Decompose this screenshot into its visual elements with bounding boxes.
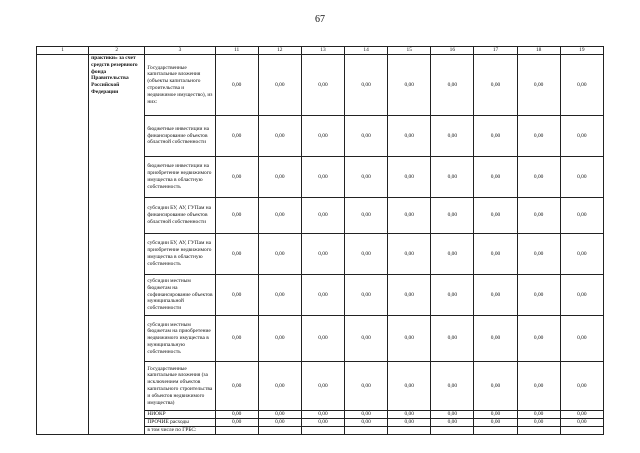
value-cell: 0,00 bbox=[517, 198, 560, 234]
column-header: 11 bbox=[215, 47, 258, 55]
value-cell: 0,00 bbox=[258, 419, 301, 427]
value-cell bbox=[474, 427, 517, 435]
row-label: НИОКР bbox=[145, 411, 215, 419]
value-cell: 0,00 bbox=[215, 157, 258, 198]
value-cell: 0,00 bbox=[517, 362, 560, 411]
value-cell: 0,00 bbox=[301, 198, 344, 234]
value-cell: 0,00 bbox=[301, 316, 344, 362]
value-cell: 0,00 bbox=[301, 55, 344, 116]
value-cell: 0,00 bbox=[431, 198, 474, 234]
value-cell: 0,00 bbox=[388, 198, 431, 234]
value-cell: 0,00 bbox=[560, 316, 603, 362]
value-cell: 0,00 bbox=[388, 116, 431, 157]
value-cell: 0,00 bbox=[431, 234, 474, 275]
value-cell: 0,00 bbox=[301, 234, 344, 275]
value-cell: 0,00 bbox=[560, 411, 603, 419]
column-header: 3 bbox=[145, 47, 215, 55]
value-cell: 0,00 bbox=[301, 157, 344, 198]
value-cell: 0,00 bbox=[560, 419, 603, 427]
value-cell bbox=[560, 427, 603, 435]
value-cell: 0,00 bbox=[474, 55, 517, 116]
column-header: 13 bbox=[301, 47, 344, 55]
value-cell: 0,00 bbox=[474, 316, 517, 362]
value-cell: 0,00 bbox=[517, 419, 560, 427]
value-cell: 0,00 bbox=[345, 55, 388, 116]
budget-table bbox=[36, 46, 604, 435]
column-header: 16 bbox=[431, 47, 474, 55]
value-cell: 0,00 bbox=[258, 55, 301, 116]
value-cell: 0,00 bbox=[345, 157, 388, 198]
value-cell: 0,00 bbox=[388, 316, 431, 362]
value-cell bbox=[517, 427, 560, 435]
value-cell: 0,00 bbox=[388, 411, 431, 419]
value-cell: 0,00 bbox=[301, 419, 344, 427]
column-header: 17 bbox=[474, 47, 517, 55]
value-cell bbox=[258, 427, 301, 435]
column-header: 1 bbox=[37, 47, 89, 55]
column-header: 18 bbox=[517, 47, 560, 55]
value-cell: 0,00 bbox=[345, 362, 388, 411]
value-cell: 0,00 bbox=[258, 157, 301, 198]
value-cell: 0,00 bbox=[301, 275, 344, 316]
value-cell: 0,00 bbox=[474, 275, 517, 316]
value-cell: 0,00 bbox=[258, 316, 301, 362]
value-cell: 0,00 bbox=[474, 362, 517, 411]
row-label: субсидии местным бюджетам на приобретение недвижимого имущества в муниципальную собственность bbox=[145, 316, 215, 362]
column-header: 12 bbox=[258, 47, 301, 55]
value-cell: 0,00 bbox=[345, 234, 388, 275]
value-cell: 0,00 bbox=[517, 316, 560, 362]
value-cell: 0,00 bbox=[474, 198, 517, 234]
value-cell: 0,00 bbox=[258, 116, 301, 157]
value-cell: 0,00 bbox=[560, 362, 603, 411]
value-cell: 0,00 bbox=[345, 411, 388, 419]
value-cell bbox=[431, 427, 474, 435]
column-header: 19 bbox=[560, 47, 603, 55]
value-cell: 0,00 bbox=[388, 234, 431, 275]
value-cell: 0,00 bbox=[215, 198, 258, 234]
page-number: 67 bbox=[315, 14, 325, 25]
value-cell: 0,00 bbox=[258, 411, 301, 419]
value-cell: 0,00 bbox=[474, 234, 517, 275]
value-cell: 0,00 bbox=[388, 362, 431, 411]
value-cell: 0,00 bbox=[215, 411, 258, 419]
value-cell: 0,00 bbox=[258, 275, 301, 316]
value-cell: 0,00 bbox=[345, 198, 388, 234]
header-row bbox=[37, 47, 604, 55]
value-cell: 0,00 bbox=[474, 157, 517, 198]
value-cell: 0,00 bbox=[215, 419, 258, 427]
value-cell: 0,00 bbox=[345, 116, 388, 157]
value-cell: 0,00 bbox=[431, 411, 474, 419]
value-cell: 0,00 bbox=[388, 419, 431, 427]
row-label: ПРОЧИЕ расходы bbox=[145, 419, 215, 427]
value-cell: 0,00 bbox=[215, 234, 258, 275]
value-cell: 0,00 bbox=[517, 275, 560, 316]
column-header: 2 bbox=[89, 47, 145, 55]
value-cell: 0,00 bbox=[560, 55, 603, 116]
row-label: Государственные капитальные вложения (за исключением объектов капитального строительства и объектов недвижимого имущества) bbox=[145, 362, 215, 411]
row-label: бюджетные инвестиции на приобретение недвижимого имущества в областную собственность bbox=[145, 157, 215, 198]
value-cell: 0,00 bbox=[560, 275, 603, 316]
value-cell: 0,00 bbox=[517, 157, 560, 198]
value-cell: 0,00 bbox=[431, 362, 474, 411]
value-cell: 0,00 bbox=[215, 116, 258, 157]
value-cell: 0,00 bbox=[258, 362, 301, 411]
value-cell: 0,00 bbox=[474, 419, 517, 427]
row-label: субсидии БУ, АУ, ГУПам на финансирование объектов областной собственности bbox=[145, 198, 215, 234]
value-cell: 0,00 bbox=[474, 116, 517, 157]
table-row bbox=[37, 55, 604, 116]
value-cell: 0,00 bbox=[258, 198, 301, 234]
value-cell: 0,00 bbox=[431, 157, 474, 198]
value-cell bbox=[345, 427, 388, 435]
value-cell: 0,00 bbox=[431, 116, 474, 157]
value-cell: 0,00 bbox=[345, 316, 388, 362]
row-label: субсидии БУ, АУ, ГУПам на приобретение недвижимого имущества в областную собственность bbox=[145, 234, 215, 275]
row-label: в том числе по ГРБС: bbox=[145, 427, 215, 435]
value-cell: 0,00 bbox=[301, 411, 344, 419]
value-cell: 0,00 bbox=[560, 234, 603, 275]
value-cell: 0,00 bbox=[301, 362, 344, 411]
value-cell: 0,00 bbox=[431, 316, 474, 362]
row-label: субсидии местным бюджетам на софинансирование объектов муниципальной собственности bbox=[145, 275, 215, 316]
value-cell bbox=[388, 427, 431, 435]
value-cell: 0,00 bbox=[215, 275, 258, 316]
value-cell bbox=[215, 427, 258, 435]
value-cell: 0,00 bbox=[517, 411, 560, 419]
value-cell bbox=[301, 427, 344, 435]
column-1-cell bbox=[37, 55, 89, 435]
value-cell: 0,00 bbox=[215, 55, 258, 116]
column-header: 15 bbox=[388, 47, 431, 55]
value-cell: 0,00 bbox=[345, 275, 388, 316]
value-cell: 0,00 bbox=[431, 419, 474, 427]
value-cell: 0,00 bbox=[474, 411, 517, 419]
value-cell: 0,00 bbox=[388, 275, 431, 316]
value-cell: 0,00 bbox=[517, 55, 560, 116]
value-cell: 0,00 bbox=[431, 55, 474, 116]
row-label: бюджетные инвестиции на финансирование объектов областной собственности bbox=[145, 116, 215, 157]
value-cell: 0,00 bbox=[215, 316, 258, 362]
column-header: 14 bbox=[345, 47, 388, 55]
value-cell: 0,00 bbox=[388, 55, 431, 116]
value-cell: 0,00 bbox=[345, 419, 388, 427]
value-cell: 0,00 bbox=[258, 234, 301, 275]
value-cell: 0,00 bbox=[560, 116, 603, 157]
program-name-cell: практики» за счет средств резервного фонда Правительства Российской Федерации bbox=[89, 55, 145, 435]
value-cell: 0,00 bbox=[301, 116, 344, 157]
value-cell: 0,00 bbox=[431, 275, 474, 316]
value-cell: 0,00 bbox=[388, 157, 431, 198]
value-cell: 0,00 bbox=[517, 116, 560, 157]
value-cell: 0,00 bbox=[560, 157, 603, 198]
value-cell: 0,00 bbox=[560, 198, 603, 234]
value-cell: 0,00 bbox=[517, 234, 560, 275]
row-label: Государственные капитальные вложения (объекты капитального строительства и недвижимое имущество), из них: bbox=[145, 55, 215, 116]
value-cell: 0,00 bbox=[215, 362, 258, 411]
